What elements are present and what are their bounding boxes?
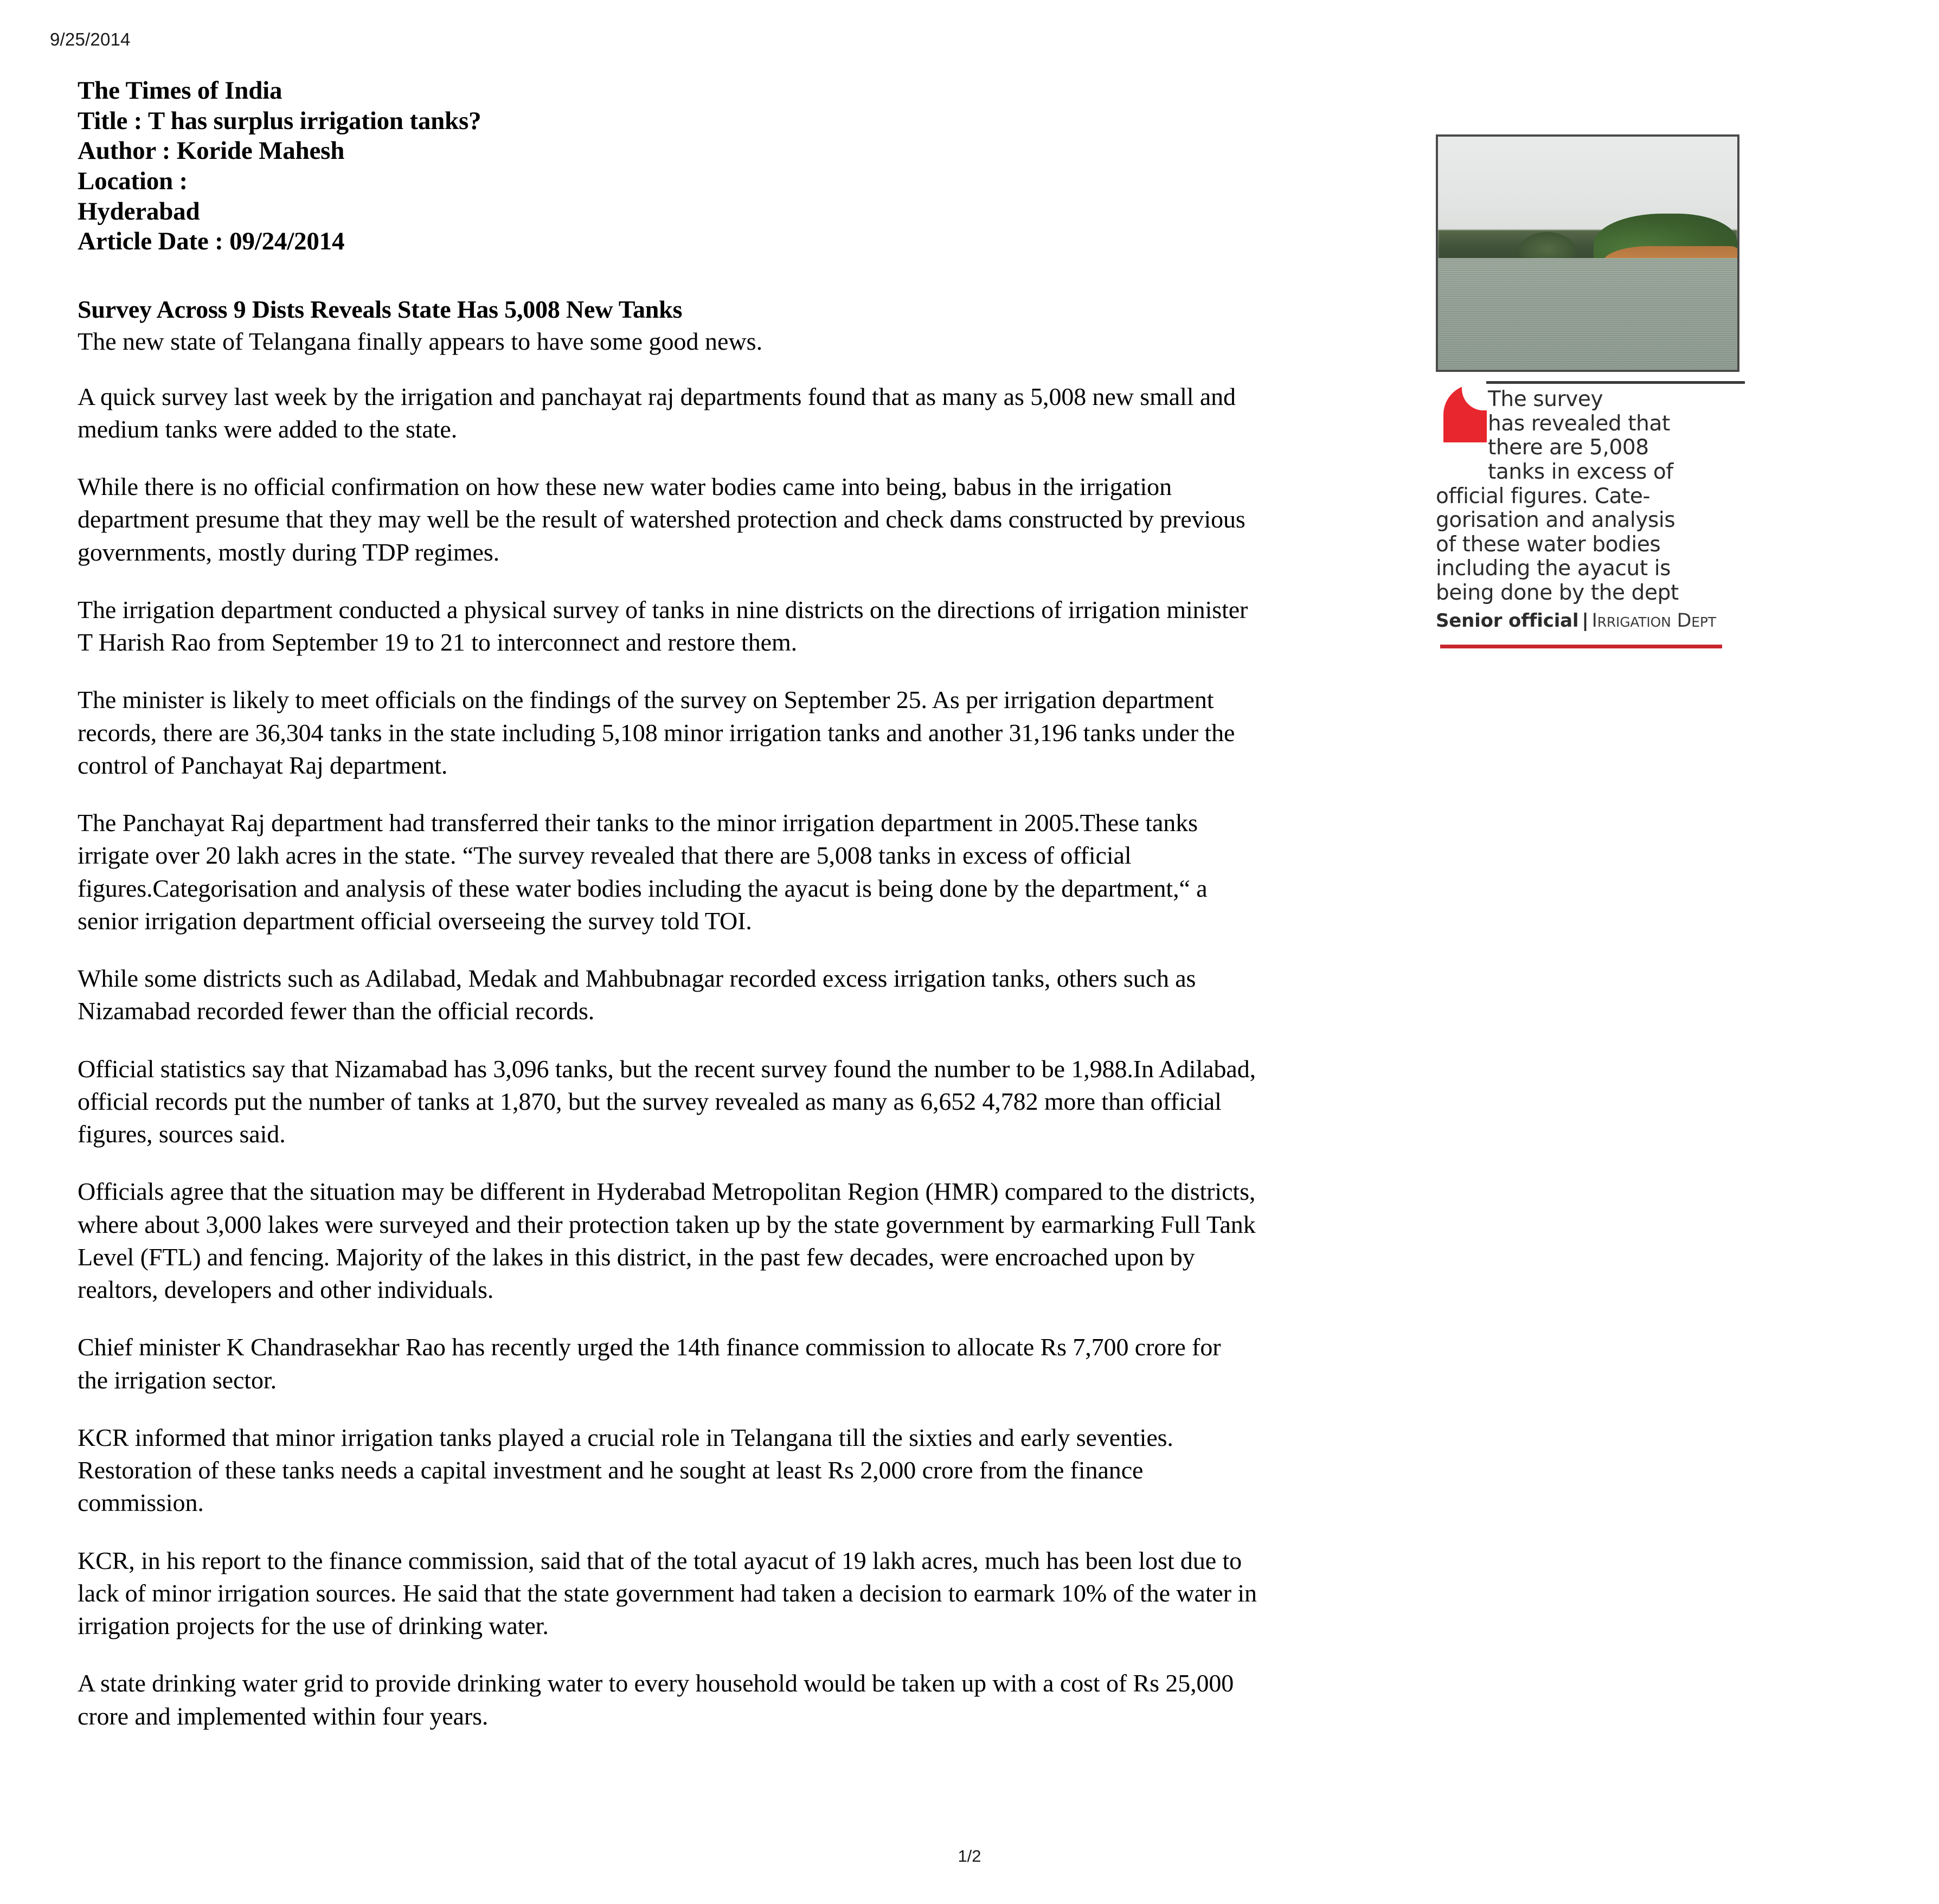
- article-standfirst: The new state of Telangana finally appears to have some good news.: [78, 327, 763, 356]
- article-sidebar-rail: [1436, 134, 1745, 648]
- pull-quote-block: [1436, 381, 1745, 648]
- article-location-value: Hyderabad: [78, 197, 200, 226]
- pull-quote-attribution: [1436, 610, 1745, 632]
- article-paragraph: Official statistics say that Nizamabad has 3,096 tanks, but the recent survey found the number to be 1,988.In Adilabad, official records put the number of tanks at 1,870, but the survey revealed as many as 6,652 4,782 more than official figures, sources said.: [78, 1054, 1256, 1148]
- article-author-line: Author : Koride Mahesh: [78, 137, 345, 165]
- pull-quote-bottom-rule: [1440, 645, 1722, 648]
- photo-ripples-layer: [1438, 258, 1737, 370]
- publication-name: The Times of India: [78, 76, 282, 105]
- pull-quote-line: The survey: [1488, 387, 1603, 411]
- article-paragraph: Chief minister K Chandrasekhar Rao has recently urged the 14th finance commission to allocate Rs 7,700 crore for the irrigation sector.: [78, 1333, 1221, 1394]
- pull-quote-line: being done by the dept: [1436, 581, 1679, 606]
- article-paragraph: A quick survey last week by the irrigation and panchayat raj departments found that as many as 5,008 new small and medium tanks were added to the state.: [78, 382, 1236, 443]
- print-header-date: 9/25/2014: [50, 29, 131, 49]
- article-paragraph: While there is no official confirmation on how these new water bodies came into being, babus in the irrigation department presume that they may well be the result of watershed protection and check dams constructed by previous governments, mostly during TDP regimes.: [78, 473, 1245, 566]
- pull-quote-line: gorisation and analysis: [1436, 508, 1675, 533]
- article-paragraph: KCR informed that minor irrigation tanks played a crucial role in Telangana till the sixties and early seventies. Restoration of these tanks needs a capital investment and he sought at least Rs 2,000 crore from the finance commission.: [78, 1423, 1173, 1517]
- print-footer-page-number: 1/2: [958, 1847, 981, 1866]
- pull-quote-line: including the ayacut is: [1436, 556, 1671, 581]
- article-paragraph: While some districts such as Adilabad, Medak and Mahbubnagar recorded excess irrigation tanks, others such as Nizamabad recorded fewer than the official records.: [78, 964, 1196, 1025]
- article-paragraph: KCR, in his report to the finance commission, said that of the total ayacut of 19 lakh acres, much has been lost due to lack of minor irrigation sources. He said that the state government had taken a decision to earmark 10% of the water in irrigation projects for the use of drinking water.: [78, 1546, 1257, 1640]
- article-paragraph: A state drinking water grid to provide drinking water to every household would be taken up with a cost of Rs 25,000 crore and implemented within four years.: [78, 1669, 1234, 1730]
- article-paragraph: Officials agree that the situation may be different in Hyderabad Metropolitan Region (HMR) compared to the districts, where about 3,000 lakes were surveyed and their protection taken up by the state government by earmarking Full Tank Level (FTL) and fencing. Majority of the lakes in this district, in the past few decades, were encroached upon by realtors, developers and other individuals.: [78, 1178, 1256, 1304]
- attribution-department: Irrigation Dept: [1591, 609, 1716, 632]
- pull-quote-line: there are 5,008: [1488, 435, 1649, 460]
- attribution-separator: |: [1582, 609, 1589, 632]
- article-paragraph: The irrigation department conducted a physical survey of tanks in nine districts on the directions of irrigation minister T Harish Rao from September 19 to 21 to interconnect and restore them.: [78, 595, 1248, 657]
- pull-quote-line: tanks in excess of: [1488, 459, 1673, 484]
- pull-quote-line: of these water bodies: [1436, 532, 1661, 557]
- article-title-line: Title : T has surplus irrigation tanks?: [78, 106, 481, 135]
- pull-quote-full-lines: [1436, 485, 1745, 606]
- article-date-line: Article Date : 09/24/2014: [78, 227, 345, 256]
- attribution-speaker: Senior official: [1436, 609, 1579, 632]
- pull-quote-line: has revealed that: [1488, 411, 1670, 436]
- pull-quote-indented-lines: [1488, 388, 1745, 485]
- article-paragraph: The Panchayat Raj department had transferred their tanks to the minor irrigation department in 2005.These tanks irrigate over 20 lakh acres in the state. “The survey revealed that there are 5,008 tanks in excess of official figures.Categorisation and analysis of these water bodies including the ayacut is being done by the department,“ a senior irrigation department official overseeing the survey told TOI.: [78, 809, 1208, 935]
- pull-quote-top-rule: [1486, 381, 1745, 384]
- article-metadata-block: [78, 76, 1257, 257]
- article-column: [78, 76, 1257, 1758]
- article-location-label: Location :: [78, 167, 188, 196]
- pull-quote-line: official figures. Cate-: [1436, 484, 1651, 509]
- article-headline: Survey Across 9 Dists Reveals State Has 5,008 New Tanks: [78, 295, 683, 324]
- lake-photo: [1436, 134, 1739, 372]
- article-paragraph: The minister is likely to meet officials on the findings of the survey on September 25. As per irrigation department records, there are 36,304 tanks in the state including 5,108 minor irrigation tanks and another 31,196 tanks under the control of Panchayat Raj department.: [78, 686, 1235, 779]
